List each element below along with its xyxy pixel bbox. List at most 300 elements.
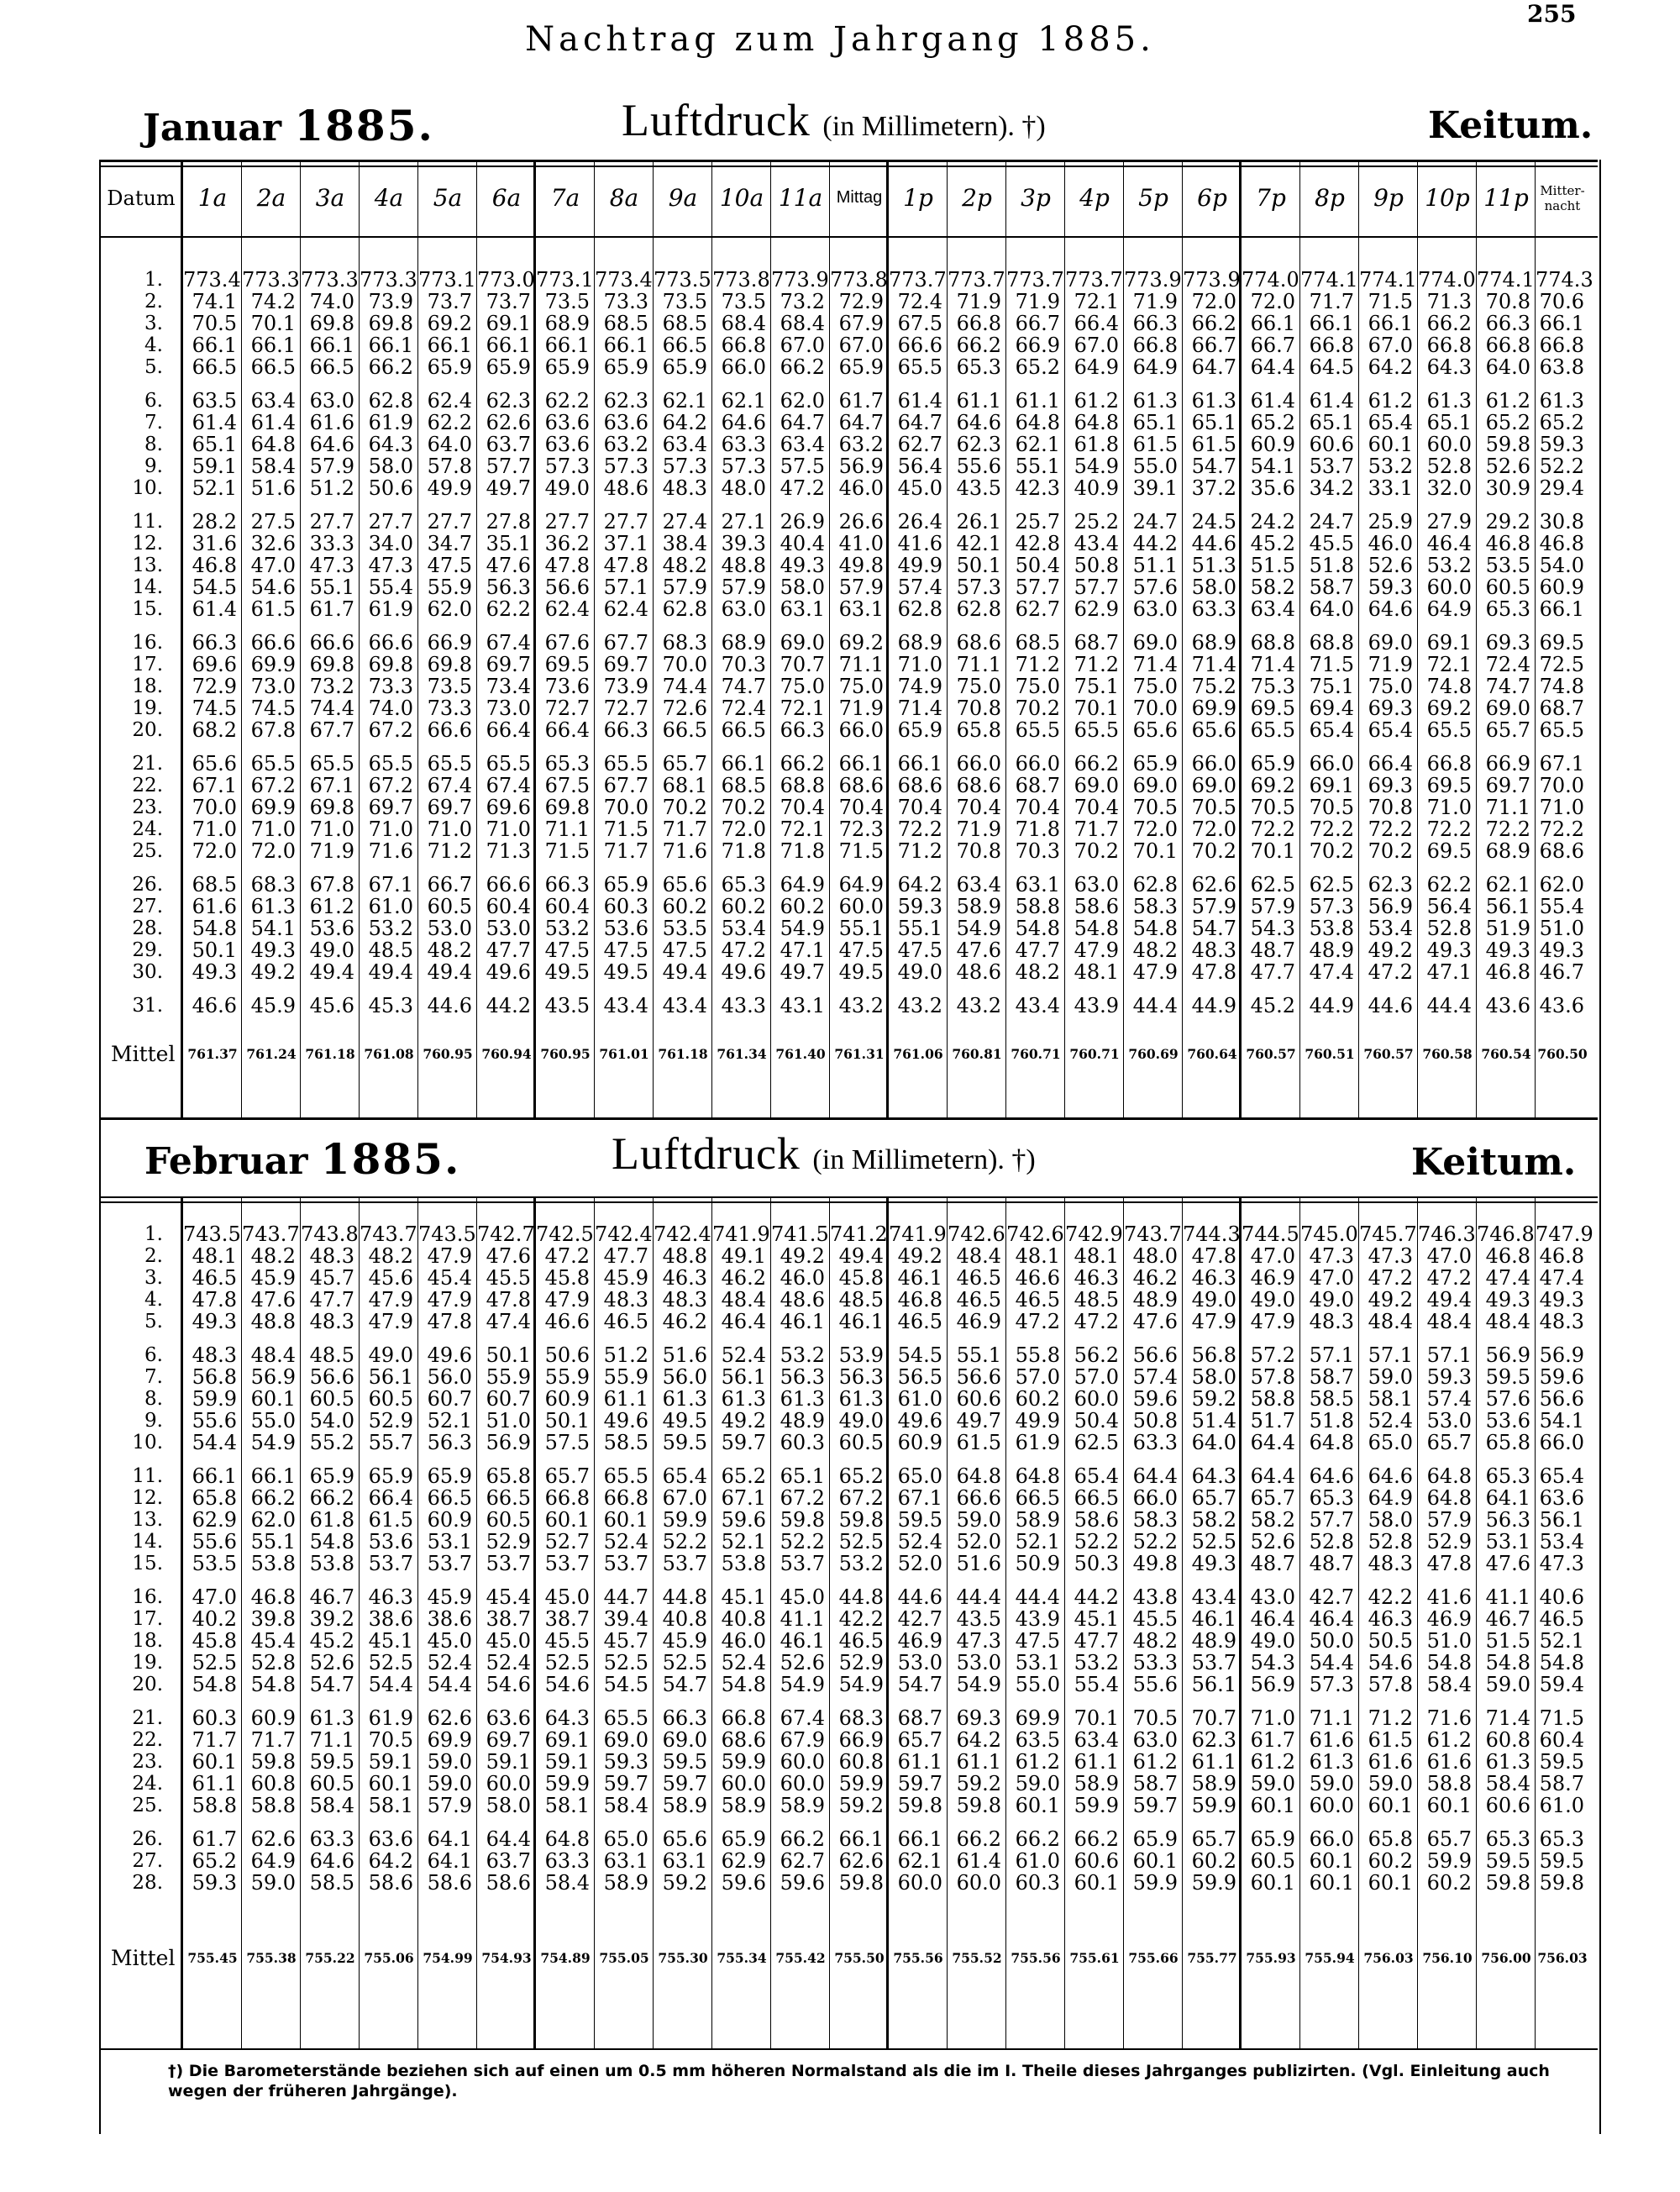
table-cell: 58.7 bbox=[1132, 1772, 1178, 1795]
column-header: Mittag bbox=[836, 188, 883, 207]
table-cell: 67.0 bbox=[838, 334, 884, 357]
table-cell: 60.1 bbox=[1426, 1794, 1472, 1817]
table-cell: 46.7 bbox=[1485, 1607, 1530, 1631]
table-cell: 48.1 bbox=[1074, 960, 1119, 984]
table-cell: 68.9 bbox=[721, 631, 766, 654]
table-cell: 65.9 bbox=[1250, 752, 1295, 775]
row-date: 16. bbox=[132, 632, 163, 654]
table-cell: 71.5 bbox=[603, 817, 648, 841]
table-cell: 69.0 bbox=[1368, 631, 1413, 654]
table-cell: 66.4 bbox=[544, 718, 590, 742]
table-cell: 57.3 bbox=[603, 455, 648, 478]
table-cell: 57.9 bbox=[721, 576, 766, 599]
row-date: 30. bbox=[132, 961, 163, 983]
table-cell: 65.8 bbox=[192, 1486, 237, 1510]
row-date: 7. bbox=[144, 1366, 163, 1388]
table-cell: 51.8 bbox=[1309, 1409, 1354, 1432]
table-cell: 66.3 bbox=[192, 631, 237, 654]
table-cell: 747.9 bbox=[1536, 1222, 1593, 1246]
table-cell: 51.2 bbox=[309, 476, 354, 500]
table-cell: 60.0 bbox=[1074, 1387, 1119, 1411]
table-cell: 47.2 bbox=[1074, 1310, 1119, 1333]
table-cell: 70.5 bbox=[1132, 1706, 1178, 1730]
table-cell: 65.8 bbox=[486, 1464, 531, 1488]
table-cell: 53.6 bbox=[368, 1530, 413, 1553]
table-cell: 60.0 bbox=[1426, 433, 1472, 456]
table-cell: 65.9 bbox=[1132, 1827, 1178, 1851]
table-cell: 65.1 bbox=[192, 433, 237, 456]
table-cell: 48.4 bbox=[1485, 1310, 1530, 1333]
table-cell: 63.2 bbox=[838, 433, 884, 456]
table-cell: 64.4 bbox=[1132, 1464, 1178, 1488]
table-cell: 67.5 bbox=[544, 774, 590, 797]
table-cell: 57.3 bbox=[1309, 895, 1354, 918]
table-cell: 48.3 bbox=[1539, 1310, 1584, 1333]
table-cell: 43.4 bbox=[603, 994, 648, 1017]
mittel-cell: 755.56 bbox=[893, 1950, 943, 1966]
table-cell: 46.3 bbox=[1074, 1266, 1119, 1290]
table-cell: 51.8 bbox=[1309, 554, 1354, 577]
table-cell: 44.2 bbox=[1074, 1585, 1119, 1609]
table-cell: 58.0 bbox=[1368, 1508, 1413, 1532]
table-cell: 65.4 bbox=[662, 1464, 707, 1488]
table-cell: 46.3 bbox=[662, 1266, 707, 1290]
table-cell: 52.4 bbox=[1368, 1409, 1413, 1432]
table-cell: 49.0 bbox=[544, 476, 590, 500]
table-cell: 774.1 bbox=[1477, 268, 1535, 292]
table-cell: 60.5 bbox=[309, 1387, 354, 1411]
table-cell: 70.4 bbox=[780, 796, 825, 819]
table-cell: 74.8 bbox=[1426, 675, 1472, 698]
table-cell: 43.2 bbox=[956, 994, 1001, 1017]
table-cell: 47.4 bbox=[1485, 1266, 1530, 1290]
table-cell: 58.9 bbox=[956, 895, 1001, 918]
table-cell: 59.9 bbox=[1191, 1794, 1236, 1817]
table-cell: 67.4 bbox=[780, 1706, 825, 1730]
table-cell: 69.2 bbox=[1426, 696, 1472, 720]
table-cell: 71.5 bbox=[1368, 290, 1413, 313]
table-cell: 49.4 bbox=[309, 960, 354, 984]
table-cell: 43.6 bbox=[1485, 994, 1530, 1017]
table-cell: 45.0 bbox=[544, 1585, 590, 1609]
table-cell: 47.8 bbox=[1191, 1244, 1236, 1268]
table-cell: 61.3 bbox=[662, 1387, 707, 1411]
table-cell: 64.9 bbox=[1368, 1486, 1413, 1510]
table-row bbox=[99, 939, 1598, 961]
table-cell: 64.0 bbox=[1191, 1431, 1236, 1454]
table-cell: 53.7 bbox=[780, 1552, 825, 1575]
februar-station: Keitum. bbox=[1411, 1141, 1577, 1184]
table-cell: 58.4 bbox=[309, 1794, 354, 1817]
table-cell: 48.7 bbox=[1250, 938, 1295, 962]
table-cell: 49.4 bbox=[838, 1244, 884, 1268]
table-row bbox=[99, 961, 1598, 983]
table-cell: 60.1 bbox=[1250, 1871, 1295, 1895]
table-cell: 65.4 bbox=[1539, 1464, 1584, 1488]
table-cell: 69.7 bbox=[603, 653, 648, 676]
table-cell: 54.3 bbox=[1250, 917, 1295, 940]
table-cell: 62.6 bbox=[1191, 873, 1236, 896]
table-cell: 43.2 bbox=[838, 994, 884, 1017]
table-cell: 62.3 bbox=[603, 389, 648, 413]
table-cell: 62.1 bbox=[897, 1849, 942, 1873]
table-cell: 56.9 bbox=[838, 455, 884, 478]
row-date: 18. bbox=[132, 675, 163, 697]
table-cell: 47.0 bbox=[250, 554, 296, 577]
table-cell: 66.1 bbox=[721, 752, 766, 775]
table-cell: 59.3 bbox=[1426, 1365, 1472, 1389]
table-cell: 25.2 bbox=[1074, 510, 1119, 534]
table-cell: 43.9 bbox=[1015, 1607, 1060, 1631]
table-cell: 38.6 bbox=[368, 1607, 413, 1631]
table-cell: 60.7 bbox=[427, 1387, 472, 1411]
table-cell: 38.7 bbox=[486, 1607, 531, 1631]
table-cell: 55.1 bbox=[897, 917, 942, 940]
table-cell: 46.1 bbox=[897, 1266, 942, 1290]
table-row bbox=[99, 1223, 1598, 1245]
table-cell: 56.9 bbox=[250, 1365, 296, 1389]
table-cell: 56.3 bbox=[780, 1365, 825, 1389]
table-cell: 55.1 bbox=[956, 1343, 1001, 1367]
table-cell: 59.5 bbox=[662, 1431, 707, 1454]
row-date: 3. bbox=[144, 313, 163, 334]
table-cell: 72.4 bbox=[1485, 653, 1530, 676]
table-cell: 71.7 bbox=[192, 1728, 237, 1752]
table-cell: 58.4 bbox=[1426, 1673, 1472, 1696]
table-cell: 46.5 bbox=[956, 1288, 1001, 1312]
table-row bbox=[99, 1828, 1598, 1850]
table-cell: 55.8 bbox=[1015, 1343, 1060, 1367]
table-cell: 27.7 bbox=[427, 510, 472, 534]
januar-title bbox=[622, 94, 1046, 146]
table-cell: 774.1 bbox=[1359, 268, 1417, 292]
table-cell: 42.2 bbox=[838, 1607, 884, 1631]
table-cell: 38.7 bbox=[544, 1607, 590, 1631]
table-cell: 51.4 bbox=[1191, 1409, 1236, 1432]
table-cell: 39.1 bbox=[1132, 476, 1178, 500]
table-cell: 46.5 bbox=[897, 1310, 942, 1333]
mittel-cell: 760.57 bbox=[1246, 1046, 1296, 1062]
table-cell: 59.8 bbox=[1485, 433, 1530, 456]
mittel-cell: 756.10 bbox=[1422, 1950, 1473, 1966]
table-cell: 68.1 bbox=[662, 774, 707, 797]
row-date: 9. bbox=[144, 1410, 163, 1432]
table-cell: 49.2 bbox=[250, 960, 296, 984]
table-cell: 57.5 bbox=[780, 455, 825, 478]
table-cell: 54.8 bbox=[1539, 1651, 1584, 1674]
table-cell: 60.0 bbox=[780, 1750, 825, 1774]
table-cell: 69.8 bbox=[309, 653, 354, 676]
table-cell: 54.7 bbox=[662, 1673, 707, 1696]
table-cell: 44.2 bbox=[1132, 532, 1178, 555]
table-cell: 53.2 bbox=[368, 917, 413, 940]
table-cell: 61.3 bbox=[309, 1706, 354, 1730]
table-cell: 54.9 bbox=[780, 1673, 825, 1696]
table-cell: 773.1 bbox=[536, 268, 594, 292]
table-cell: 48.1 bbox=[1015, 1244, 1060, 1268]
table-cell: 57.9 bbox=[662, 576, 707, 599]
table-cell: 45.8 bbox=[838, 1266, 884, 1290]
januar-unit: (in Millimetern). †) bbox=[822, 111, 1046, 142]
table-cell: 53.0 bbox=[486, 917, 531, 940]
row-date: 22. bbox=[132, 1729, 163, 1751]
table-cell: 52.6 bbox=[780, 1651, 825, 1674]
table-cell: 75.0 bbox=[780, 675, 825, 698]
table-cell: 48.1 bbox=[1074, 1244, 1119, 1268]
table-cell: 69.8 bbox=[309, 796, 354, 819]
table-cell: 71.7 bbox=[250, 1728, 296, 1752]
table-cell: 49.0 bbox=[897, 960, 942, 984]
table-cell: 64.6 bbox=[309, 433, 354, 456]
table-cell: 72.9 bbox=[192, 675, 237, 698]
table-cell: 57.9 bbox=[1250, 895, 1295, 918]
table-cell: 58.9 bbox=[1074, 1772, 1119, 1795]
table-cell: 46.0 bbox=[721, 1629, 766, 1653]
table-cell: 49.9 bbox=[897, 554, 942, 577]
table-cell: 39.4 bbox=[603, 1607, 648, 1631]
row-date: 22. bbox=[132, 775, 163, 796]
table-cell: 65.4 bbox=[1368, 718, 1413, 742]
table-cell: 49.3 bbox=[192, 1310, 237, 1333]
table-cell: 45.8 bbox=[192, 1629, 237, 1653]
januar-title-text: Luftdruck bbox=[622, 95, 811, 145]
table-cell: 60.3 bbox=[780, 1431, 825, 1454]
table-cell: 52.2 bbox=[662, 1530, 707, 1553]
table-cell: 56.6 bbox=[956, 1365, 1001, 1389]
table-cell: 65.5 bbox=[603, 752, 648, 775]
table-cell: 67.2 bbox=[250, 774, 296, 797]
table-cell: 66.8 bbox=[603, 1486, 648, 1510]
table-cell: 66.3 bbox=[1132, 312, 1178, 335]
table-cell: 46.9 bbox=[897, 1629, 942, 1653]
table-cell: 64.6 bbox=[721, 411, 766, 434]
table-cell: 58.6 bbox=[1074, 1508, 1119, 1532]
table-cell: 44.4 bbox=[1426, 994, 1472, 1017]
table-cell: 57.3 bbox=[956, 576, 1001, 599]
table-cell: 66.1 bbox=[1539, 597, 1584, 621]
table-cell: 61.4 bbox=[956, 1849, 1001, 1873]
table-cell: 46.2 bbox=[1132, 1266, 1178, 1290]
table-cell: 63.8 bbox=[1539, 355, 1584, 379]
table-cell: 72.2 bbox=[1250, 817, 1295, 841]
januar-month-label bbox=[143, 101, 434, 150]
mittel-cell: 760.64 bbox=[1187, 1046, 1237, 1062]
table-cell: 741.9 bbox=[712, 1222, 770, 1246]
table-cell: 66.5 bbox=[1015, 1486, 1060, 1510]
table-cell: 45.3 bbox=[368, 994, 413, 1017]
table-cell: 64.6 bbox=[956, 411, 1001, 434]
table-cell: 46.5 bbox=[1539, 1607, 1584, 1631]
table-cell: 62.2 bbox=[544, 389, 590, 413]
table-cell: 68.7 bbox=[897, 1706, 942, 1730]
row-date: 16. bbox=[132, 1586, 163, 1608]
mittel-cell: 755.22 bbox=[305, 1950, 355, 1966]
table-cell: 71.5 bbox=[1539, 1706, 1584, 1730]
mittel-cell: 760.57 bbox=[1363, 1046, 1414, 1062]
table-cell: 47.5 bbox=[427, 554, 472, 577]
januar-mittel-row bbox=[99, 1042, 1598, 1067]
table-cell: 58.5 bbox=[603, 1431, 648, 1454]
table-cell: 46.2 bbox=[721, 1266, 766, 1290]
table-cell: 65.3 bbox=[956, 355, 1001, 379]
table-cell: 61.0 bbox=[368, 895, 413, 918]
table-cell: 55.6 bbox=[1132, 1673, 1178, 1696]
table-cell: 57.8 bbox=[427, 455, 472, 478]
table-cell: 65.5 bbox=[427, 752, 472, 775]
column-header: 6p bbox=[1197, 184, 1227, 212]
row-date: 4. bbox=[144, 334, 163, 356]
table-cell: 65.3 bbox=[1485, 1827, 1530, 1851]
table-cell: 74.4 bbox=[309, 696, 354, 720]
table-cell: 73.0 bbox=[250, 675, 296, 698]
table-cell: 61.2 bbox=[1368, 389, 1413, 413]
table-row bbox=[99, 598, 1598, 620]
table-cell: 69.8 bbox=[427, 653, 472, 676]
column-header: 3a bbox=[315, 184, 345, 212]
table-cell: 59.2 bbox=[1191, 1387, 1236, 1411]
table-cell: 773.8 bbox=[712, 268, 770, 292]
column-header: 9p bbox=[1373, 184, 1404, 212]
table-cell: 47.3 bbox=[309, 554, 354, 577]
table-cell: 64.8 bbox=[1015, 411, 1060, 434]
table-cell: 54.6 bbox=[486, 1673, 531, 1696]
row-date: 20. bbox=[132, 1674, 163, 1695]
table-cell: 53.0 bbox=[1426, 1409, 1472, 1432]
table-cell: 43.1 bbox=[780, 994, 825, 1017]
table-cell: 743.5 bbox=[183, 1222, 241, 1246]
table-cell: 30.8 bbox=[1539, 510, 1584, 534]
table-cell: 62.1 bbox=[721, 389, 766, 413]
table-cell: 64.1 bbox=[1485, 1486, 1530, 1510]
table-cell: 65.5 bbox=[368, 752, 413, 775]
table-cell: 59.0 bbox=[1015, 1772, 1060, 1795]
table-cell: 48.3 bbox=[1309, 1310, 1354, 1333]
table-cell: 69.7 bbox=[1485, 774, 1530, 797]
table-cell: 70.6 bbox=[1539, 290, 1584, 313]
table-cell: 70.1 bbox=[1074, 696, 1119, 720]
table-cell: 67.1 bbox=[192, 774, 237, 797]
table-cell: 52.2 bbox=[1132, 1530, 1178, 1553]
table-cell: 48.0 bbox=[721, 476, 766, 500]
table-cell: 53.0 bbox=[897, 1651, 942, 1674]
table-cell: 59.8 bbox=[250, 1750, 296, 1774]
table-cell: 773.4 bbox=[595, 268, 653, 292]
table-cell: 62.7 bbox=[1015, 597, 1060, 621]
table-cell: 59.8 bbox=[780, 1508, 825, 1532]
table-cell: 60.2 bbox=[662, 895, 707, 918]
table-cell: 69.2 bbox=[838, 631, 884, 654]
table-cell: 50.1 bbox=[956, 554, 1001, 577]
column-header: 5p bbox=[1138, 184, 1168, 212]
table-cell: 69.6 bbox=[486, 796, 531, 819]
table-cell: 74.9 bbox=[897, 675, 942, 698]
table-cell: 58.4 bbox=[1485, 1772, 1530, 1795]
table-cell: 71.6 bbox=[368, 839, 413, 863]
table-cell: 54.6 bbox=[250, 576, 296, 599]
table-cell: 56.4 bbox=[1426, 895, 1472, 918]
table-row bbox=[99, 1872, 1598, 1894]
table-cell: 64.1 bbox=[427, 1827, 472, 1851]
table-cell: 43.4 bbox=[1191, 1585, 1236, 1609]
table-cell: 47.7 bbox=[1074, 1629, 1119, 1653]
table-cell: 66.2 bbox=[1074, 1827, 1119, 1851]
table-cell: 71.9 bbox=[956, 817, 1001, 841]
table-cell: 65.8 bbox=[1368, 1827, 1413, 1851]
table-cell: 69.3 bbox=[1368, 696, 1413, 720]
row-date: 15. bbox=[132, 598, 163, 620]
table-cell: 56.6 bbox=[544, 576, 590, 599]
table-cell: 57.7 bbox=[1309, 1508, 1354, 1532]
table-cell: 61.1 bbox=[956, 389, 1001, 413]
table-cell: 45.9 bbox=[603, 1266, 648, 1290]
table-cell: 58.9 bbox=[1191, 1772, 1236, 1795]
februar-title-text: Luftdruck bbox=[612, 1128, 801, 1179]
table-cell: 72.4 bbox=[721, 696, 766, 720]
table-cell: 66.1 bbox=[897, 752, 942, 775]
table-cell: 53.7 bbox=[427, 1552, 472, 1575]
table-cell: 66.2 bbox=[250, 1486, 296, 1510]
table-cell: 56.4 bbox=[897, 455, 942, 478]
table-cell: 74.1 bbox=[192, 290, 237, 313]
table-cell: 67.2 bbox=[838, 1486, 884, 1510]
table-cell: 61.3 bbox=[1426, 389, 1472, 413]
table-cell: 70.1 bbox=[1132, 839, 1178, 863]
table-cell: 60.5 bbox=[1485, 576, 1530, 599]
table-cell: 61.0 bbox=[1015, 1849, 1060, 1873]
table-cell: 66.3 bbox=[603, 718, 648, 742]
table-cell: 47.7 bbox=[603, 1244, 648, 1268]
table-cell: 67.2 bbox=[368, 774, 413, 797]
table-cell: 61.5 bbox=[368, 1508, 413, 1532]
table-row bbox=[99, 533, 1598, 555]
table-cell: 47.8 bbox=[427, 1310, 472, 1333]
table-cell: 72.1 bbox=[1426, 653, 1472, 676]
table-cell: 60.6 bbox=[956, 1387, 1001, 1411]
table-cell: 70.3 bbox=[721, 653, 766, 676]
table-cell: 70.0 bbox=[662, 653, 707, 676]
table-cell: 47.2 bbox=[1015, 1310, 1060, 1333]
table-cell: 46.1 bbox=[780, 1310, 825, 1333]
table-cell: 40.6 bbox=[1539, 1585, 1584, 1609]
table-cell: 66.1 bbox=[192, 334, 237, 357]
table-cell: 48.9 bbox=[1309, 938, 1354, 962]
table-cell: 52.5 bbox=[1191, 1530, 1236, 1553]
table-cell: 66.4 bbox=[1074, 312, 1119, 335]
table-cell: 75.0 bbox=[1368, 675, 1413, 698]
table-row bbox=[99, 1388, 1598, 1410]
table-cell: 61.1 bbox=[192, 1772, 237, 1795]
table-cell: 72.2 bbox=[1485, 817, 1530, 841]
table-cell: 773.3 bbox=[242, 268, 300, 292]
table-cell: 47.9 bbox=[368, 1288, 413, 1312]
table-cell: 65.7 bbox=[662, 752, 707, 775]
table-cell: 51.0 bbox=[1426, 1629, 1472, 1653]
table-cell: 60.5 bbox=[1250, 1849, 1295, 1873]
table-cell: 70.4 bbox=[838, 796, 884, 819]
table-cell: 46.5 bbox=[838, 1629, 884, 1653]
table-cell: 67.0 bbox=[1074, 334, 1119, 357]
table-cell: 65.5 bbox=[250, 752, 296, 775]
table-cell: 45.2 bbox=[1250, 994, 1295, 1017]
table-cell: 74.0 bbox=[309, 290, 354, 313]
table-cell: 71.4 bbox=[1250, 653, 1295, 676]
table-cell: 59.5 bbox=[1485, 1365, 1530, 1389]
table-cell: 44.4 bbox=[1132, 994, 1178, 1017]
mittel-cell: 761.06 bbox=[893, 1046, 943, 1062]
table-cell: 47.5 bbox=[662, 938, 707, 962]
table-cell: 68.6 bbox=[1539, 839, 1584, 863]
table-cell: 63.6 bbox=[544, 433, 590, 456]
